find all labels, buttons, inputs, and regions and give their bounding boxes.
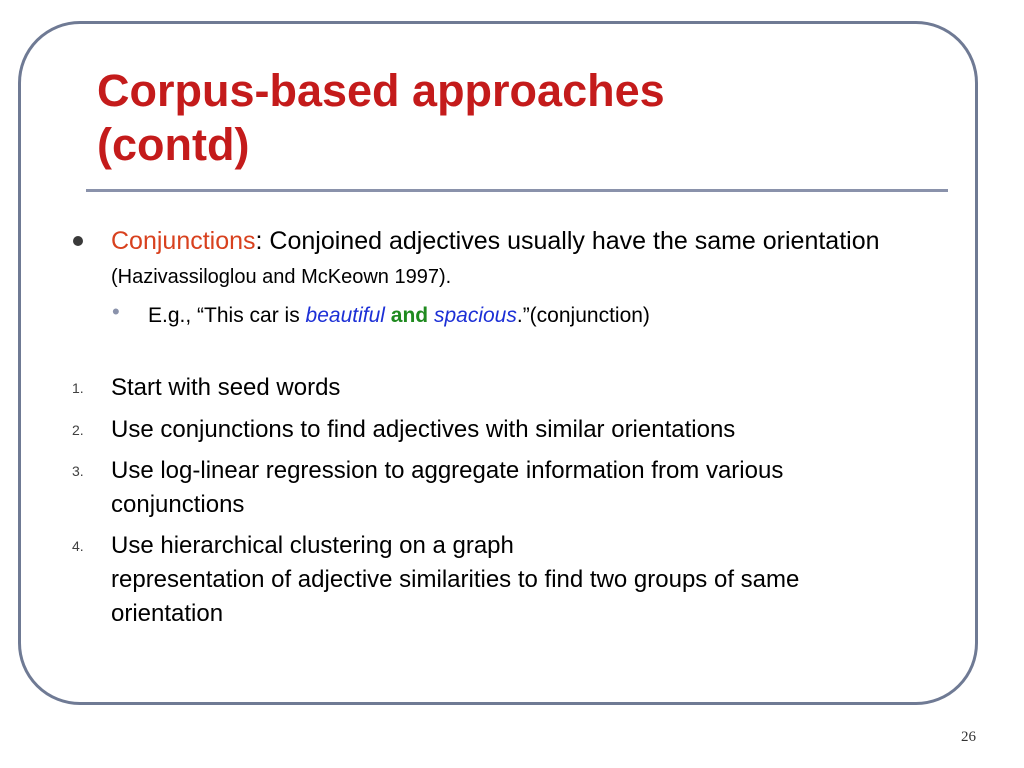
example-connector-and: and <box>390 304 429 327</box>
step-text <box>111 529 921 631</box>
example-word-beautiful: beautiful <box>305 304 385 327</box>
step-number: 2. <box>72 422 84 438</box>
step-number: 1. <box>72 380 84 396</box>
title-line-2: (contd) <box>97 119 250 170</box>
step-line: conjunctions <box>111 491 245 518</box>
example-word-spacious: spacious <box>433 304 517 327</box>
step-number: 4. <box>72 538 84 554</box>
page-number: 26 <box>961 729 976 745</box>
step-text <box>111 371 921 405</box>
example-line <box>148 302 908 330</box>
step-line: Start with seed words <box>111 374 341 401</box>
step-line: Use conjunctions to find adjectives with similar orientations <box>111 416 736 443</box>
bullet-dot-icon <box>73 236 83 246</box>
citation-end: . <box>445 266 452 288</box>
title-line-1: Corpus-based approaches <box>97 65 665 116</box>
example-prefix: E.g., “This car is <box>148 304 306 327</box>
sub-bullet-dot-icon: • <box>112 299 120 324</box>
conjunctions-text: : Conjoined adjectives usually have the same orientation <box>255 227 880 255</box>
step-line: representation of adjective similarities to find two groups of same <box>111 566 800 593</box>
step-text <box>111 413 921 447</box>
step-number: 3. <box>72 463 84 479</box>
step-line: Use log-linear regression to aggregate information from various <box>111 457 784 484</box>
step-line: orientation <box>111 600 224 627</box>
step-line: Use hierarchical clustering on a graph <box>111 532 514 559</box>
conjunctions-keyword: Conjunctions <box>111 227 256 255</box>
step-text <box>111 454 921 522</box>
conjunctions-bullet <box>111 224 911 294</box>
example-suffix: .”(conjunction) <box>516 304 650 327</box>
citation: (Hazivassiloglou and McKeown 1997) <box>111 266 446 288</box>
